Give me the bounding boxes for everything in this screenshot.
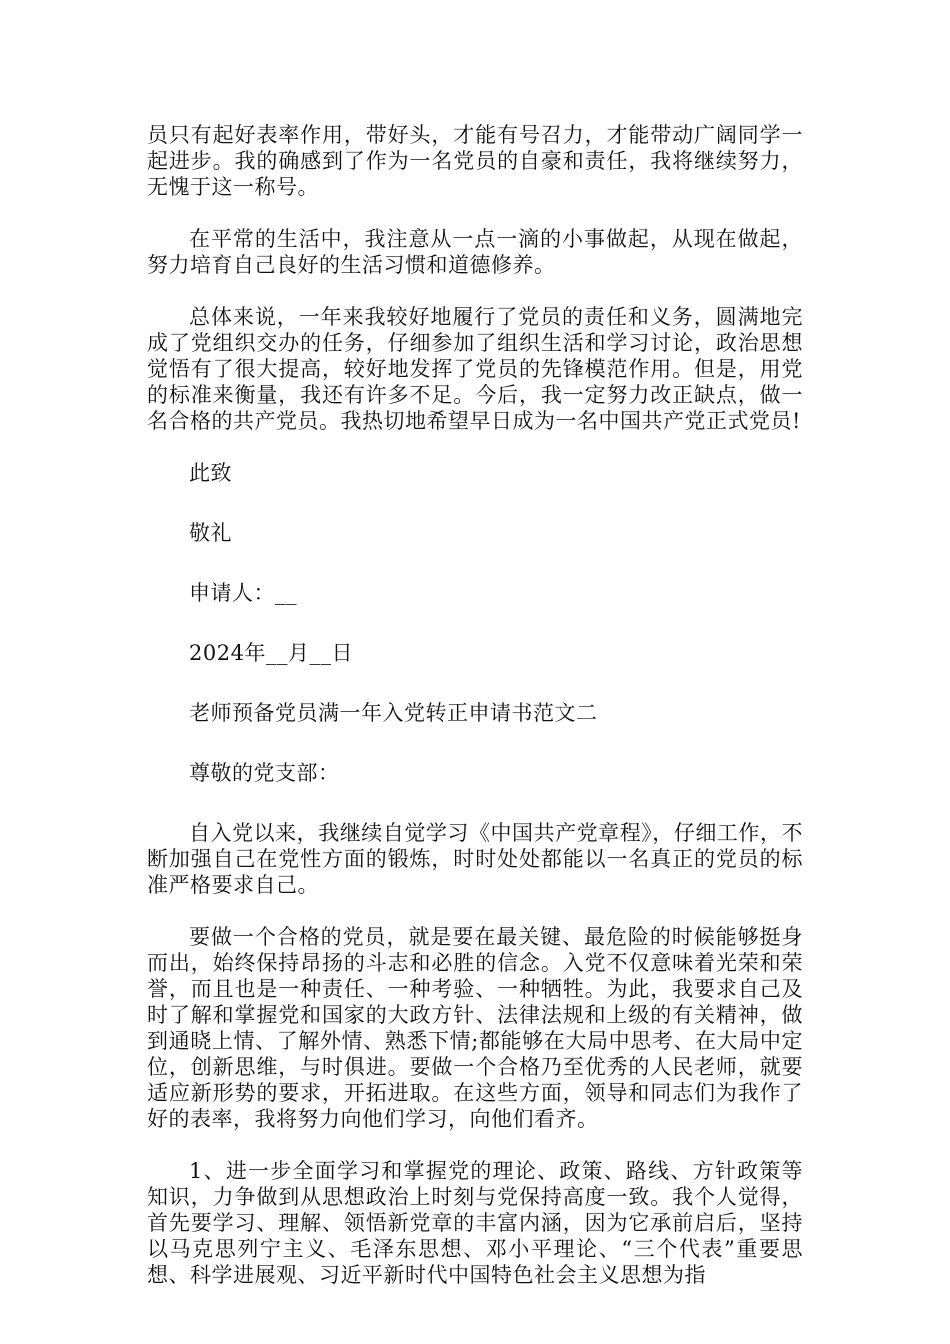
paragraph-since-joining: 自入党以来，我继续自觉学习《中国共产党章程》，仔细工作，不断加强自己在党性方面的锻炼，时时处处都能以一名真正的党员的标准严格要求自己。	[147, 821, 803, 897]
paragraph-point-one: 1、进一步全面学习和掌握党的理论、政策、路线、方针政策等知识，力争做到从思想政治上时刻与党保持高度一致。我个人觉得，首先要学习、理解、领悟新党章的丰富内涵，因为它承前启后，坚持以马克思列宁主义、毛泽东思想、邓小平理论、“三个代表”重要思想、科学进展观、习近平新时代中国特色社会主义思想为指	[147, 1159, 803, 1287]
paragraph-qualified-member: 要做一个合格的党员，就是要在最关键、最危险的时候能够挺身而出，始终保持昂扬的斗志和必胜的信念。入党不仅意味着光荣和荣誉，而且也是一种责任、一种考验、一种牺牲。为此，我要求自己及时了解和掌握党和国家的大政方针、法律法规和上级的有关精神，做到通晓上情、了解外情、熟悉下情;都能够在大局中思考、在大局中定位，创新思维，与时俱进。要做一个合格乃至优秀的人民老师，就要适应新形势的要求，开拓进取。在这些方面，领导和同志们为我作了好的表率，我将努力向他们学习，向他们看齐。	[147, 925, 803, 1131]
addressee-line: 尊敬的党支部：	[189, 761, 340, 785]
paragraph-daily-life: 在平常的生活中，我注意从一点一滴的小事做起，从现在做起，努力培育自己良好的生活习惯和道德修养。	[147, 227, 803, 277]
paragraph-summary: 总体来说，一年来我较好地履行了党员的责任和义务，圆满地完成了党组织交办的任务，仔细参加了组织生活和学习讨论，政治思想觉悟有了很大提高，较好地发挥了党员的先锋模范作用。但是，用党的标准来衡量，我还有许多不足。今后，我一定努力改正缺点，做一名合格的共产党员。我热切地希望早日成为一名中国共产党正式党员!	[147, 305, 803, 433]
applicant-line: 申请人：__	[189, 581, 297, 605]
document-body	[147, 122, 803, 1288]
paragraph-continuation: 员只有起好表率作用，带好头，才能有号召力，才能带动广阔同学一起进步。我的确感到了作为一名党员的自豪和责任，我将继续努力，无愧于这一称号。	[147, 123, 803, 199]
section-title: 老师预备党员满一年入党转正申请书范文二	[189, 701, 598, 725]
closing-salutation: 此致	[189, 461, 232, 485]
closing-regards: 敬礼	[189, 521, 232, 545]
date-line: 2024年__月__日	[189, 641, 353, 665]
